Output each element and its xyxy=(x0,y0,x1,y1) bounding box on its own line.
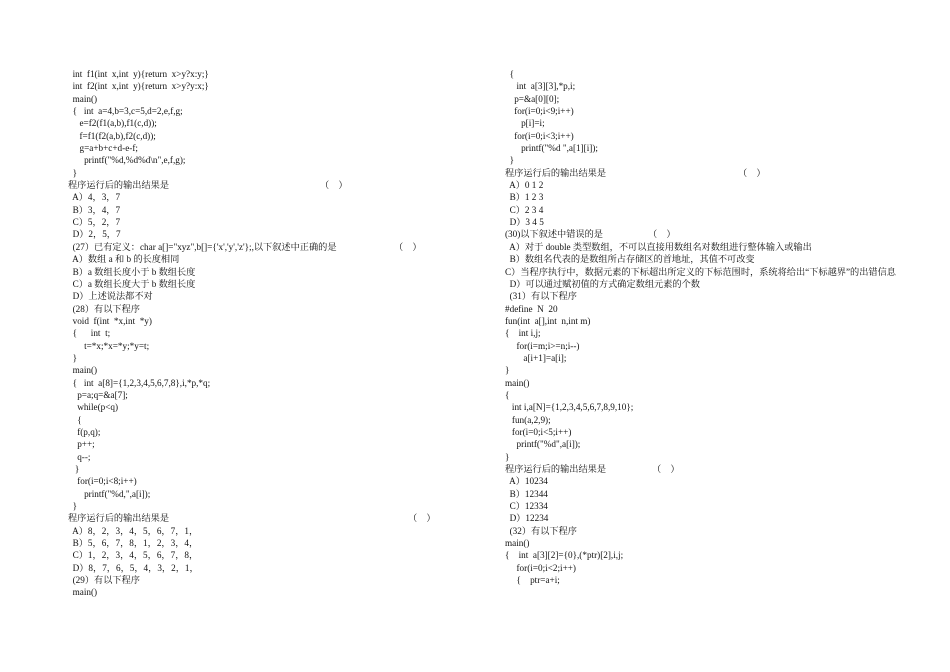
text-line xyxy=(68,537,438,549)
text-line xyxy=(505,117,900,129)
text-line xyxy=(68,500,438,512)
text-line xyxy=(68,451,438,463)
line-text: f=f1(f2(a,b),f2(c,d)); xyxy=(68,130,156,141)
text-line xyxy=(68,228,438,240)
text-line xyxy=(505,352,900,364)
line-text: A）10234 xyxy=(505,476,548,487)
line-text: (31）有以下程序 xyxy=(505,291,577,302)
line-text: main() xyxy=(68,93,98,104)
text-line xyxy=(505,488,900,500)
line-text: main() xyxy=(68,587,98,598)
line-text: for(i=0;i<8;i++) xyxy=(68,476,137,487)
text-line xyxy=(505,562,900,574)
line-text: p=&a[0][0]; xyxy=(505,93,560,104)
text-line xyxy=(505,537,900,549)
text-line xyxy=(505,500,900,512)
text-line xyxy=(505,340,900,352)
text-line xyxy=(505,266,900,278)
text-line xyxy=(505,463,900,475)
line-text: for(i=0;i<2;i++) xyxy=(505,562,576,573)
text-line xyxy=(68,549,438,561)
text-line xyxy=(68,179,438,191)
answer-parentheses: （ ） xyxy=(738,167,766,178)
text-line xyxy=(68,352,438,364)
text-line xyxy=(505,228,900,240)
text-line xyxy=(68,340,438,352)
line-text: for(i=0;i<5;i++) xyxy=(505,426,572,437)
text-line xyxy=(505,142,900,154)
line-text: D）可以通过赋初值的方式确定数组元素的个数 xyxy=(505,278,700,289)
answer-parentheses: （ ） xyxy=(320,180,348,191)
line-text: for(i=0;i<9;i++) xyxy=(505,106,574,117)
line-text: C）a 数组长度大于 b 数组长度 xyxy=(68,278,196,289)
text-line xyxy=(505,204,900,216)
text-line xyxy=(505,290,900,302)
answer-parentheses: （ ） xyxy=(408,513,436,524)
line-text: p=a;q=&a[7]; xyxy=(68,389,128,400)
text-line xyxy=(68,117,438,129)
text-line xyxy=(68,426,438,438)
line-text: D）上述说法都不对 xyxy=(68,291,153,302)
text-line xyxy=(505,93,900,105)
text-line xyxy=(505,574,900,586)
text-line xyxy=(68,253,438,265)
text-line xyxy=(68,130,438,142)
line-text: { ptr=a+i; xyxy=(505,575,560,586)
line-text: for(i=m;i>=n;i--) xyxy=(505,340,580,351)
line-text: B）3，4，7 xyxy=(68,204,121,215)
text-line xyxy=(68,364,438,376)
text-line xyxy=(68,488,438,500)
line-text: B）1 2 3 xyxy=(505,192,544,203)
line-text: (32）有以下程序 xyxy=(505,525,577,536)
line-text: C）5，2，7 xyxy=(68,217,121,228)
text-line xyxy=(505,451,900,463)
text-line xyxy=(505,130,900,142)
line-text: p[i]=i; xyxy=(505,118,545,129)
text-line xyxy=(68,401,438,413)
line-text: (27）已有定义：char a[]="xyz",b[]={'x','y','z'};,以下叙述中正确的是 xyxy=(68,241,337,252)
text-line xyxy=(68,278,438,290)
text-line xyxy=(68,142,438,154)
text-line xyxy=(68,216,438,228)
text-line xyxy=(68,303,438,315)
text-line xyxy=(68,525,438,537)
line-text: } xyxy=(68,501,78,512)
line-text: q--; xyxy=(68,451,91,462)
line-text: C）2 3 4 xyxy=(505,204,544,215)
text-line xyxy=(68,241,438,253)
text-line xyxy=(505,475,900,487)
line-text: } xyxy=(68,167,78,178)
line-text: printf("%d,%d%d\n",e,f,g); xyxy=(68,155,186,166)
text-line xyxy=(68,105,438,117)
text-line xyxy=(68,389,438,401)
text-line xyxy=(68,586,438,598)
line-text: D）8，7，6，5，4，3，2，1， xyxy=(68,562,199,573)
line-text: printf("%d",a[i]); xyxy=(505,439,581,450)
text-line xyxy=(505,105,900,117)
text-line xyxy=(68,80,438,92)
line-text: 程序运行后的输出结果是 xyxy=(505,167,607,178)
line-text: (30)以下叙述中错误的是 xyxy=(505,229,603,240)
line-text: for(i=0;i<3;i++) xyxy=(505,130,574,141)
line-text: C）12334 xyxy=(505,501,548,512)
line-text: { xyxy=(505,389,510,400)
text-line xyxy=(505,278,900,290)
text-line xyxy=(68,191,438,203)
text-line xyxy=(505,216,900,228)
line-text: (28）有以下程序 xyxy=(68,303,140,314)
text-line xyxy=(68,266,438,278)
text-line xyxy=(68,93,438,105)
line-text: B）5，6，7，8，1，2，3，4， xyxy=(68,538,199,549)
text-line xyxy=(68,562,438,574)
text-line xyxy=(68,512,438,524)
text-line xyxy=(505,80,900,92)
line-text: f(p,q); xyxy=(68,426,101,437)
answer-parentheses: （ ） xyxy=(648,229,676,240)
text-line xyxy=(68,438,438,450)
line-text: B）数组名代表的是数组所占存储区的首地址，其值不可改变 xyxy=(505,254,755,265)
left-column xyxy=(68,68,438,599)
line-text: B）a 数组长度小于 b 数组长度 xyxy=(68,266,196,277)
line-text: void f(int *x,int *y) xyxy=(68,315,152,326)
line-text: D）3 4 5 xyxy=(505,217,544,228)
line-text: { int t; xyxy=(68,328,111,339)
line-text: { int a[8]={1,2,3,4,5,6,7,8},i,*p,*q; xyxy=(68,377,211,388)
line-text: { int a[3][2]={0},(*ptr)[2],i,j; xyxy=(505,550,624,561)
text-line xyxy=(505,167,900,179)
line-text: #define N 20 xyxy=(505,303,558,314)
text-line xyxy=(505,512,900,524)
line-text: fun(a,2,9); xyxy=(505,414,551,425)
line-text: while(p<q) xyxy=(68,402,119,413)
line-text: t=*x;*x=*y;*y=t; xyxy=(68,340,150,351)
text-line xyxy=(505,525,900,537)
text-line xyxy=(68,315,438,327)
line-text: 程序运行后的输出结果是 xyxy=(68,513,170,524)
line-text: { int i,j; xyxy=(505,328,541,339)
text-line xyxy=(68,204,438,216)
text-line xyxy=(505,426,900,438)
text-line xyxy=(68,68,438,80)
line-text: { xyxy=(505,69,515,79)
text-line xyxy=(68,377,438,389)
text-line xyxy=(505,253,900,265)
text-line xyxy=(68,463,438,475)
line-text: C）当程序执行中，数据元素的下标超出所定义的下标范围时，系统将给出“下标越界”的出错信息 xyxy=(505,266,896,277)
line-text: A）0 1 2 xyxy=(505,180,544,191)
line-text: A）数组 a 和 b 的长度相同 xyxy=(68,254,180,265)
line-text: { xyxy=(68,414,82,425)
line-text: D）12234 xyxy=(505,513,549,524)
text-line xyxy=(505,389,900,401)
line-text: C）1，2，3，4，5，6，7，8， xyxy=(68,550,199,561)
line-text: g=a+b+c+d-e-f; xyxy=(68,143,138,154)
text-line xyxy=(68,327,438,339)
line-text: B）12344 xyxy=(505,488,548,499)
line-text: } xyxy=(505,155,515,166)
text-line xyxy=(68,475,438,487)
line-text: main() xyxy=(68,365,98,376)
line-text: e=f2(f1(a,b),f1(c,d)); xyxy=(68,118,157,129)
text-line xyxy=(505,401,900,413)
line-text: } xyxy=(505,451,510,462)
text-line xyxy=(505,414,900,426)
line-text: main() xyxy=(505,538,530,549)
text-line xyxy=(505,303,900,315)
right-column xyxy=(505,68,900,586)
text-line xyxy=(505,154,900,166)
line-text: (29）有以下程序 xyxy=(68,575,140,586)
line-text: int f2(int x,int y){return x>y?y:x;} xyxy=(68,81,209,92)
text-line xyxy=(68,574,438,586)
line-text: printf("%d ",a[1][i]); xyxy=(505,143,598,154)
text-line xyxy=(68,414,438,426)
text-line xyxy=(505,549,900,561)
line-text: { int a=4,b=3,c=5,d=2,e,f,g; xyxy=(68,106,183,117)
line-text: main() xyxy=(505,377,530,388)
line-text: a[i+1]=a[i]; xyxy=(505,352,567,363)
line-text: p++; xyxy=(68,439,95,450)
text-line xyxy=(505,377,900,389)
line-text: A）4，3，7 xyxy=(68,192,121,203)
line-text: int a[3][3],*p,i; xyxy=(505,81,576,92)
text-line xyxy=(505,364,900,376)
line-text: } xyxy=(505,365,510,376)
text-line xyxy=(505,241,900,253)
text-line xyxy=(68,154,438,166)
line-text: A）对于 double 类型数组，不可以直接用数组名对数组进行整体输入或输出 xyxy=(505,241,812,252)
line-text: fun(int a[],int n,int m) xyxy=(505,315,591,326)
line-text: printf("%d,",a[i]); xyxy=(68,488,151,499)
line-text: } xyxy=(68,464,80,474)
line-text: int f1(int x,int y){return x>y?x:y;} xyxy=(68,69,209,79)
line-text: 程序运行后的输出结果是 xyxy=(505,464,607,474)
text-line xyxy=(68,167,438,179)
text-line xyxy=(505,191,900,203)
text-line xyxy=(505,438,900,450)
line-text: int i,a[N]={1,2,3,4,5,6,7,8,9,10}; xyxy=(505,402,634,413)
text-line xyxy=(505,179,900,191)
text-line xyxy=(505,68,900,80)
text-line xyxy=(505,327,900,339)
line-text: D）2，5，7 xyxy=(68,229,121,240)
line-text: } xyxy=(68,352,78,363)
text-line xyxy=(68,290,438,302)
text-line xyxy=(505,315,900,327)
answer-parentheses: （ ） xyxy=(394,241,422,252)
answer-parentheses: （ ） xyxy=(652,464,680,474)
line-text: 程序运行后的输出结果是 xyxy=(68,180,170,191)
line-text: A）8，2，3，4，5，6，7，1， xyxy=(68,525,199,536)
